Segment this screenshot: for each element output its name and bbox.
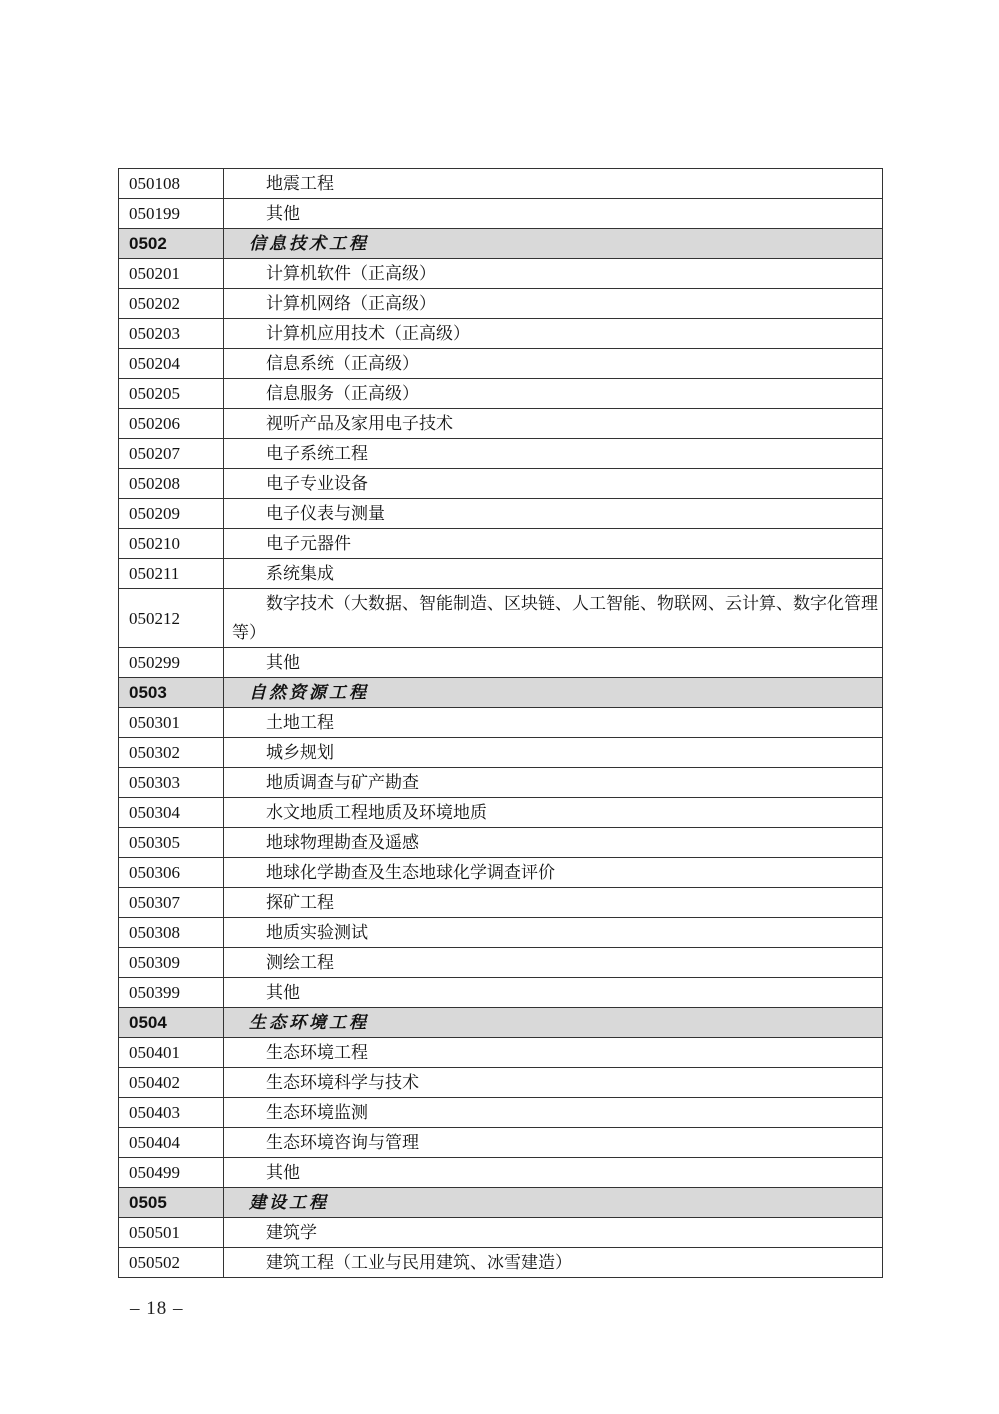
code-cell: 050402 xyxy=(119,1068,224,1098)
table-row xyxy=(119,798,883,828)
table-row xyxy=(119,319,883,349)
name-cell: 电子仪表与测量 xyxy=(224,499,883,529)
code-cell: 050403 xyxy=(119,1098,224,1128)
name-cell: 信息技术工程 xyxy=(224,229,883,259)
table-row xyxy=(119,529,883,559)
code-cell: 050212 xyxy=(119,589,224,648)
code-cell: 050304 xyxy=(119,798,224,828)
table-row xyxy=(119,1158,883,1188)
name-cell: 生态环境咨询与管理 xyxy=(224,1128,883,1158)
name-cell: 地震工程 xyxy=(224,169,883,199)
table-row xyxy=(119,409,883,439)
code-cell: 050307 xyxy=(119,888,224,918)
code-cell: 0503 xyxy=(119,678,224,708)
name-cell: 系统集成 xyxy=(224,559,883,589)
code-cell: 050499 xyxy=(119,1158,224,1188)
table-row xyxy=(119,469,883,499)
code-cell: 050305 xyxy=(119,828,224,858)
page-number: – 18 – xyxy=(130,1298,184,1319)
code-cell: 050205 xyxy=(119,379,224,409)
code-cell: 050199 xyxy=(119,199,224,229)
code-cell: 0504 xyxy=(119,1008,224,1038)
table-row xyxy=(119,1218,883,1248)
name-cell: 水文地质工程地质及环境地质 xyxy=(224,798,883,828)
name-cell: 城乡规划 xyxy=(224,738,883,768)
name-cell: 地球化学勘查及生态地球化学调查评价 xyxy=(224,858,883,888)
code-cell: 050208 xyxy=(119,469,224,499)
category-row xyxy=(119,1188,883,1218)
table-row xyxy=(119,499,883,529)
code-cell: 050302 xyxy=(119,738,224,768)
code-cell: 050404 xyxy=(119,1128,224,1158)
name-cell: 建筑学 xyxy=(224,1218,883,1248)
name-cell: 生态环境工程 xyxy=(224,1038,883,1068)
name-cell: 地球物理勘查及遥感 xyxy=(224,828,883,858)
table-row xyxy=(119,1098,883,1128)
name-cell: 生态环境科学与技术 xyxy=(224,1068,883,1098)
category-row xyxy=(119,229,883,259)
classification-table xyxy=(118,168,883,1278)
name-cell: 计算机软件（正高级） xyxy=(224,259,883,289)
code-cell: 050202 xyxy=(119,289,224,319)
table-row xyxy=(119,439,883,469)
table-body xyxy=(119,169,883,1278)
table-row xyxy=(119,199,883,229)
table-row xyxy=(119,589,883,648)
name-cell: 电子专业设备 xyxy=(224,469,883,499)
code-cell: 050501 xyxy=(119,1218,224,1248)
table-row xyxy=(119,1038,883,1068)
code-cell: 050204 xyxy=(119,349,224,379)
table-row xyxy=(119,828,883,858)
code-cell: 0505 xyxy=(119,1188,224,1218)
name-cell: 计算机网络（正高级） xyxy=(224,289,883,319)
name-cell: 探矿工程 xyxy=(224,888,883,918)
code-cell: 050308 xyxy=(119,918,224,948)
code-cell: 050207 xyxy=(119,439,224,469)
name-cell: 计算机应用技术（正高级） xyxy=(224,319,883,349)
code-cell: 050399 xyxy=(119,978,224,1008)
table-row xyxy=(119,349,883,379)
name-cell: 信息系统（正高级） xyxy=(224,349,883,379)
table-row xyxy=(119,648,883,678)
name-cell: 生态环境工程 xyxy=(224,1008,883,1038)
name-cell: 建筑工程（工业与民用建筑、冰雪建造） xyxy=(224,1248,883,1278)
code-cell: 050502 xyxy=(119,1248,224,1278)
code-cell: 050203 xyxy=(119,319,224,349)
table-row xyxy=(119,768,883,798)
category-row xyxy=(119,678,883,708)
table-row xyxy=(119,858,883,888)
table-row xyxy=(119,738,883,768)
category-row xyxy=(119,1008,883,1038)
code-cell: 050210 xyxy=(119,529,224,559)
name-cell: 地质实验测试 xyxy=(224,918,883,948)
table-row xyxy=(119,888,883,918)
code-cell: 050206 xyxy=(119,409,224,439)
table-row xyxy=(119,169,883,199)
table-row xyxy=(119,559,883,589)
code-cell: 050211 xyxy=(119,559,224,589)
name-cell: 其他 xyxy=(224,978,883,1008)
code-cell: 050301 xyxy=(119,708,224,738)
name-cell: 信息服务（正高级） xyxy=(224,379,883,409)
table-row xyxy=(119,708,883,738)
name-cell: 自然资源工程 xyxy=(224,678,883,708)
table-row xyxy=(119,948,883,978)
code-cell: 050201 xyxy=(119,259,224,289)
code-cell: 050309 xyxy=(119,948,224,978)
code-cell: 050306 xyxy=(119,858,224,888)
name-cell: 测绘工程 xyxy=(224,948,883,978)
table-row xyxy=(119,978,883,1008)
name-cell: 视听产品及家用电子技术 xyxy=(224,409,883,439)
code-cell: 050303 xyxy=(119,768,224,798)
code-cell: 050299 xyxy=(119,648,224,678)
table-row xyxy=(119,918,883,948)
name-cell: 数字技术（大数据、智能制造、区块链、人工智能、物联网、云计算、数字化管理等） xyxy=(224,589,883,648)
table-row xyxy=(119,1068,883,1098)
table-row xyxy=(119,1248,883,1278)
name-cell: 其他 xyxy=(224,1158,883,1188)
name-cell: 电子元器件 xyxy=(224,529,883,559)
name-cell: 土地工程 xyxy=(224,708,883,738)
name-cell: 地质调查与矿产勘查 xyxy=(224,768,883,798)
table-row xyxy=(119,289,883,319)
name-cell: 其他 xyxy=(224,199,883,229)
code-cell: 050209 xyxy=(119,499,224,529)
code-cell: 050108 xyxy=(119,169,224,199)
name-cell: 其他 xyxy=(224,648,883,678)
code-cell: 050401 xyxy=(119,1038,224,1068)
table-row xyxy=(119,379,883,409)
name-cell: 生态环境监测 xyxy=(224,1098,883,1128)
code-cell: 0502 xyxy=(119,229,224,259)
name-cell: 电子系统工程 xyxy=(224,439,883,469)
table-row xyxy=(119,259,883,289)
name-cell: 建设工程 xyxy=(224,1188,883,1218)
table-row xyxy=(119,1128,883,1158)
